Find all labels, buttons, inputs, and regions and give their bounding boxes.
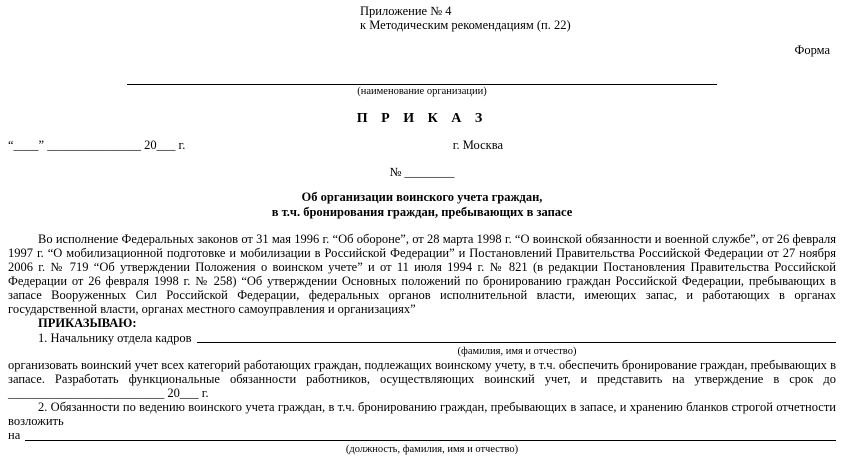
fio-caption: (фамилия, имя и отчество) (457, 346, 577, 357)
item2-paragraph: 2. Обязанности по ведению воинского учета граждан, в т.ч. бронированию граждан, пребывающих в запасе, и хранению бланков строгой отчетности возложить (8, 400, 836, 428)
appendix-block (360, 4, 836, 32)
date-city-row (8, 138, 836, 152)
subject-line-1: Об организации воинского учета граждан, (301, 190, 543, 204)
item1-lead-row (8, 331, 836, 346)
subject-line-2: в т.ч. бронирования граждан, пребывающих в запасе (271, 204, 573, 219)
position-fio-caption: (должность, фамилия, имя и отчество) (345, 443, 519, 455)
item1-body-paragraph: организовать воинский учет всех категорий работающих граждан, подлежащих воинскому учету, в т.ч. обеспечить бронирование граждан, пребывающих в запасе. Разработать функциональные обязанности работников, осуществляющих воинский учет, и представить на утверждение в срок до _________________________ 20___ г. (8, 358, 836, 400)
order-title: П Р И К А З (356, 111, 488, 126)
date-blank-line: “____” _______________ 20___ г. (8, 138, 186, 152)
city-label: г. Москва (452, 138, 503, 152)
order-verb: ПРИКАЗЫВАЮ: (38, 316, 137, 330)
form-label: Форма (794, 43, 830, 57)
na-label: на (8, 428, 21, 442)
org-name-caption: (наименование организации) (357, 86, 487, 97)
item1-name-blank-line (197, 342, 836, 343)
appendix-line-1: Приложение № 4 (360, 4, 452, 18)
assignee-blank-line (25, 440, 836, 441)
order-number-line: № ________ (389, 165, 455, 179)
appendix-line-2: к Методическим рекомендациям (п. 22) (360, 18, 571, 32)
preamble-paragraph: Во исполнение Федеральных законов от 31 мая 1996 г. “Об обороне”, от 28 марта 1998 г. “О воинской обязанности и военной службе”, от 26 февраля 1997 г. “О мобилизационной подготовке и мобилизации в Российской Федерации” и Постановлений Правительства Российской Федерации от 27 ноября 2006 г. № 719 “Об утверждении Положения о воинском учете” и от 11 июля 1994 г. № 821 (в редакции Постановления Правительства Российской Федерации от 26 февраля 1998 г. № 258) “Об утверждении Основных положений по бронированию граждан Российской Федерации, пребывающих в запасе Вооруженных Сил Российской Федерации, федеральных органов исполнительной власти, имеющих запас, и работающих в органах государственной власти, органах местного самоуправления и организациях” (8, 232, 836, 316)
order-subject (8, 190, 836, 219)
item1-lead-text: 1. Начальнику отдела кадров (38, 330, 192, 345)
assignee-row (8, 428, 836, 443)
